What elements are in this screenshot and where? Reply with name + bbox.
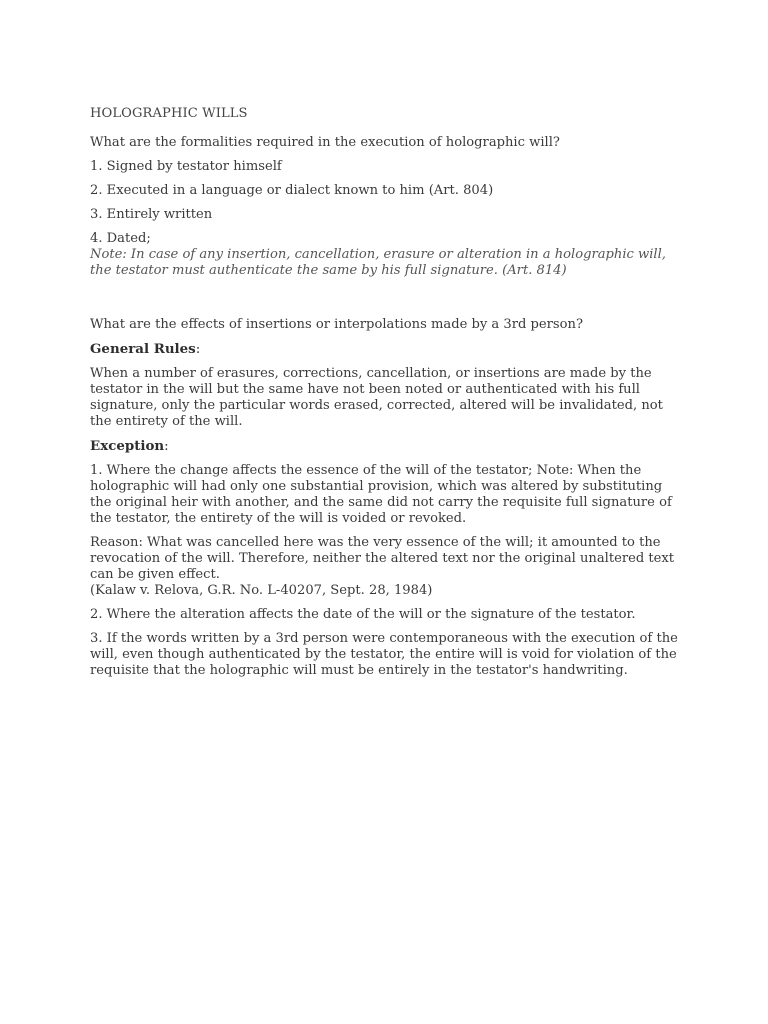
- heading-general-rules-label: General Rules: [90, 341, 196, 357]
- list-item-formality-4: 4. Dated;: [90, 231, 151, 246]
- exception-item-1: 1. Where the change affects the essence of the will of the testator; Note: When the holographic will had only one substantial provision, which was altered by substituting the original heir with another, and the same did not carry the requisite full signature of the testator, the entirety of the will is voided or revoked.: [90, 463, 672, 526]
- reason-text: Reason: What was cancelled here was the very essence of the will; it amounted to the revocation of the will. Therefore, neither the altered text nor the original unaltered text can be given effect.: [90, 535, 675, 582]
- list-item-formality-2: 2. Executed in a language or dialect known to him (Art. 804): [90, 183, 494, 198]
- exception-item-3: 3. If the words written by a 3rd person were contemporaneous with the execution of the will, even though authenticated by the testator, the entire will is void for violation of the requisite that the holographic will must be entirely in the testator's handwriting.: [90, 631, 678, 678]
- document-title: HOLOGRAPHIC WILLS: [90, 106, 248, 121]
- reason-citation: (Kalaw v. Relova, G.R. No. L-40207, Sept. 28, 1984): [90, 583, 433, 598]
- heading-exception-label: Exception: [90, 438, 165, 454]
- note-authentication: Note: In case of any insertion, cancellation, erasure or alteration in a holographic will, the testator must authenticate the same by his full signature. (Art. 814): [90, 247, 666, 278]
- heading-general-rules: General Rules:: [90, 341, 201, 357]
- list-item-formality-1: 1. Signed by testator himself: [90, 159, 282, 174]
- heading-exception: Exception:: [90, 438, 169, 454]
- exception-item-2: 2. Where the alteration affects the date of the will or the signature of the testator.: [90, 607, 636, 622]
- list-item-formality-3: 3. Entirely written: [90, 207, 213, 222]
- section-spacer: [90, 287, 680, 317]
- document-page: [90, 106, 680, 687]
- general-rules-text: When a number of erasures, corrections, cancellation, or insertions are made by the testator in the will but the same have not been noted or authenticated with his full signature, only the particular words erased, corrected, altered will be invalidated, not the entirety of the will.: [90, 366, 663, 429]
- question-effects: What are the effects of insertions or interpolations made by a 3rd person?: [90, 317, 583, 332]
- question-formalities: What are the formalities required in the execution of holographic will?: [90, 135, 560, 150]
